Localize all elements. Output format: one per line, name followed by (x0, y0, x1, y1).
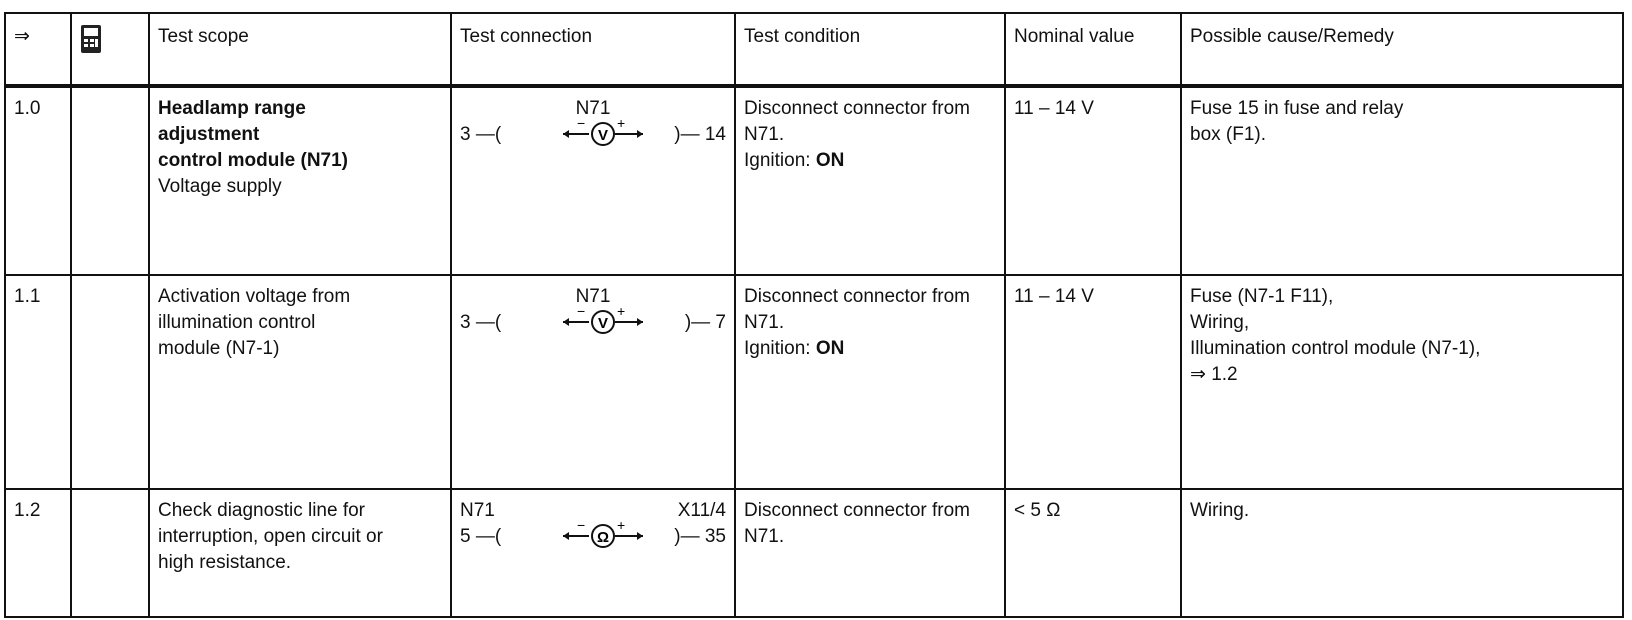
scope-text-line: interruption, open circuit or (158, 526, 383, 547)
condition-line: N71. (744, 312, 785, 333)
test-document (4, 12, 1624, 618)
tester-cell (71, 489, 149, 617)
ignition-line: Ignition: ON (744, 150, 845, 171)
connector-label-left: N71 (460, 500, 495, 521)
header-arrow: ⇒ (5, 13, 71, 86)
test-connection (451, 489, 735, 617)
possible-cause (1181, 275, 1623, 489)
pin-right: )— 35 (674, 526, 726, 547)
test-condition (735, 86, 1005, 275)
pin-left: 5 —( (460, 526, 502, 547)
meter-symbol: Ω (596, 529, 610, 546)
svg-text:+: + (617, 306, 626, 319)
remedy-line: box (F1). (1190, 124, 1267, 145)
ohmmeter-icon (563, 520, 653, 550)
header-test-condition: Test condition (735, 13, 1005, 86)
condition-line: Disconnect connector from (744, 500, 970, 521)
header-nominal-value: Nominal value (1005, 13, 1181, 86)
tester-device-icon (80, 24, 102, 54)
pin-right: )— 14 (674, 124, 726, 145)
svg-text:+: + (617, 520, 626, 533)
table-row (5, 489, 1623, 617)
header-icon-cell (71, 13, 149, 86)
remedy-line: Wiring, (1190, 312, 1250, 333)
pin-left: 3 —( (460, 312, 502, 333)
meter-symbol: V (597, 315, 609, 332)
header-test-connection: Test connection (451, 13, 735, 86)
svg-text:−: − (577, 118, 586, 131)
scope-title-line: adjustment (158, 124, 260, 145)
nominal-value: 11 – 14 V (1005, 86, 1181, 275)
test-scope (149, 86, 451, 275)
condition-line: Disconnect connector from (744, 286, 970, 307)
step-number: 1.2 (5, 489, 71, 617)
condition-line: N71. (744, 124, 785, 145)
scope-text-line: high resistance. (158, 552, 292, 573)
remedy-line: Fuse (N7-1 F11), (1190, 286, 1334, 307)
condition-line: Disconnect connector from (744, 98, 970, 119)
voltmeter-icon (563, 306, 653, 336)
connector-label-right: X11/4 (677, 500, 726, 521)
test-condition (735, 489, 1005, 617)
remedy-line: ⇒ 1.2 (1190, 364, 1238, 385)
scope-title-line: control module (N71) (158, 150, 349, 171)
test-scope (149, 489, 451, 617)
ignition-line: Ignition: ON (744, 338, 845, 359)
connector-label: N71 (575, 286, 611, 307)
test-connection (451, 275, 735, 489)
svg-text:+: + (617, 118, 626, 131)
connector-label: N71 (575, 98, 611, 119)
scope-text-line: module (N7-1) (158, 338, 280, 359)
remedy-line: Illumination control module (N7-1), (1190, 338, 1481, 359)
table-row (5, 275, 1623, 489)
voltmeter-icon (563, 118, 653, 148)
test-connection (451, 86, 735, 275)
condition-line: N71. (744, 526, 785, 547)
tester-cell (71, 275, 149, 489)
svg-text:−: − (577, 306, 586, 319)
test-condition (735, 275, 1005, 489)
scope-text-line: Voltage supply (158, 176, 282, 197)
test-scope (149, 275, 451, 489)
table-row (5, 86, 1623, 275)
pin-left: 3 —( (460, 124, 502, 145)
remedy-line: Wiring. (1190, 500, 1250, 521)
table-header-row (5, 13, 1623, 86)
header-possible-cause: Possible cause/Remedy (1181, 13, 1623, 86)
scope-text-line: Activation voltage from (158, 286, 351, 307)
remedy-line: Fuse 15 in fuse and relay (1190, 98, 1404, 119)
possible-cause (1181, 489, 1623, 617)
meter-symbol: V (597, 127, 609, 144)
tester-cell (71, 86, 149, 275)
svg-text:−: − (577, 520, 586, 533)
scope-title-line: Headlamp range (158, 98, 306, 119)
scope-text-line: illumination control (158, 312, 316, 333)
pin-right: )— 7 (684, 312, 726, 333)
nominal-value: < 5 Ω (1005, 489, 1181, 617)
possible-cause (1181, 86, 1623, 275)
header-test-scope: Test scope (149, 13, 451, 86)
step-number: 1.1 (5, 275, 71, 489)
step-number: 1.0 (5, 86, 71, 275)
nominal-value: 11 – 14 V (1005, 275, 1181, 489)
scope-text-line: Check diagnostic line for (158, 500, 365, 521)
test-table (4, 12, 1624, 618)
